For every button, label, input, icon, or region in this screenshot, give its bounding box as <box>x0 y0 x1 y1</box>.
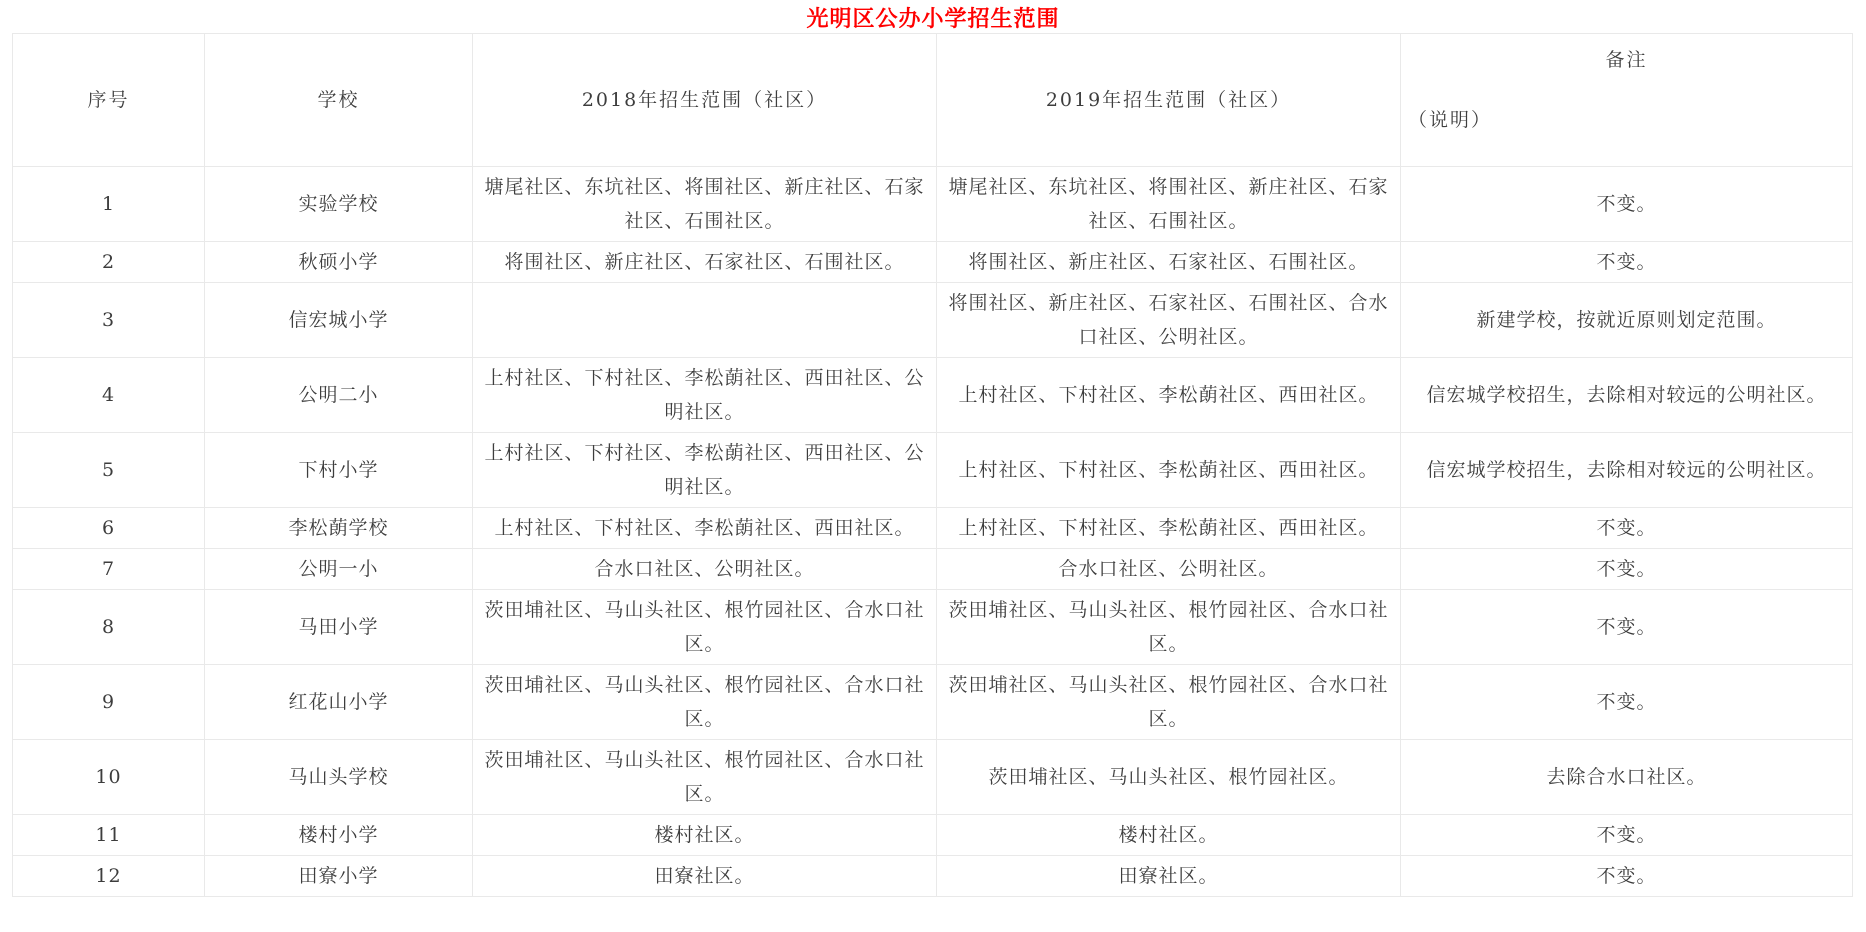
table-row <box>13 433 1853 508</box>
cell-school-name: 秋硕小学 <box>205 242 473 283</box>
cell-range-2018: 上村社区、下村社区、李松蓢社区、西田社区、公明社区。 <box>473 358 937 433</box>
cell-range-2019: 塘尾社区、东坑社区、将围社区、新庄社区、石家社区、石围社区。 <box>937 167 1401 242</box>
page-title: 光明区公办小学招生范围 <box>806 7 1060 32</box>
table-row <box>13 242 1853 283</box>
cell-range-2018: 田寮社区。 <box>473 856 937 897</box>
cell-remark: 新建学校，按就近原则划定范围。 <box>1401 283 1853 358</box>
cell-range-2019: 茨田埔社区、马山头社区、根竹园社区、合水口社区。 <box>937 665 1401 740</box>
header-serial-number: 序号 <box>13 34 205 167</box>
header-remark-subtitle: （说明） <box>1408 109 1493 131</box>
table-row <box>13 740 1853 815</box>
cell-school-name: 信宏城小学 <box>205 283 473 358</box>
cell-range-2018: 茨田埔社区、马山头社区、根竹园社区、合水口社区。 <box>473 590 937 665</box>
table-row <box>13 665 1853 740</box>
header-remark <box>1401 34 1853 167</box>
cell-remark: 不变。 <box>1401 242 1853 283</box>
cell-range-2019: 上村社区、下村社区、李松蓢社区、西田社区。 <box>937 358 1401 433</box>
cell-school-name: 下村小学 <box>205 433 473 508</box>
cell-remark: 不变。 <box>1401 590 1853 665</box>
table-row <box>13 590 1853 665</box>
cell-serial-number: 9 <box>13 665 205 740</box>
cell-serial-number: 6 <box>13 508 205 549</box>
cell-serial-number: 11 <box>13 815 205 856</box>
cell-serial-number: 7 <box>13 549 205 590</box>
cell-school-name: 公明二小 <box>205 358 473 433</box>
cell-remark: 不变。 <box>1401 856 1853 897</box>
cell-range-2018: 楼村社区。 <box>473 815 937 856</box>
cell-range-2018: 茨田埔社区、马山头社区、根竹园社区、合水口社区。 <box>473 740 937 815</box>
cell-remark: 不变。 <box>1401 508 1853 549</box>
cell-serial-number: 3 <box>13 283 205 358</box>
cell-remark: 不变。 <box>1401 167 1853 242</box>
table-row <box>13 815 1853 856</box>
header-range-2018: 2018年招生范围（社区） <box>473 34 937 167</box>
cell-range-2018: 茨田埔社区、马山头社区、根竹园社区、合水口社区。 <box>473 665 937 740</box>
cell-range-2018: 上村社区、下村社区、李松蓢社区、西田社区。 <box>473 508 937 549</box>
cell-serial-number: 1 <box>13 167 205 242</box>
cell-serial-number: 4 <box>13 358 205 433</box>
cell-range-2018: 合水口社区、公明社区。 <box>473 549 937 590</box>
cell-range-2019: 将围社区、新庄社区、石家社区、石围社区、合水口社区、公明社区。 <box>937 283 1401 358</box>
cell-range-2018: 塘尾社区、东坑社区、将围社区、新庄社区、石家社区、石围社区。 <box>473 167 937 242</box>
table-row <box>13 549 1853 590</box>
cell-range-2019: 上村社区、下村社区、李松蓢社区、西田社区。 <box>937 508 1401 549</box>
cell-school-name: 马山头学校 <box>205 740 473 815</box>
cell-range-2018: 将围社区、新庄社区、石家社区、石围社区。 <box>473 242 937 283</box>
cell-school-name: 实验学校 <box>205 167 473 242</box>
table-row <box>13 167 1853 242</box>
cell-serial-number: 2 <box>13 242 205 283</box>
cell-serial-number: 5 <box>13 433 205 508</box>
header-school: 学校 <box>205 34 473 167</box>
cell-range-2019: 茨田埔社区、马山头社区、根竹园社区、合水口社区。 <box>937 590 1401 665</box>
cell-range-2018: 上村社区、下村社区、李松蓢社区、西田社区、公明社区。 <box>473 433 937 508</box>
table-row <box>13 358 1853 433</box>
cell-range-2019: 田寮社区。 <box>937 856 1401 897</box>
cell-remark: 信宏城学校招生，去除相对较远的公明社区。 <box>1401 358 1853 433</box>
header-row <box>13 34 1853 167</box>
cell-remark: 不变。 <box>1401 549 1853 590</box>
cell-range-2019: 将围社区、新庄社区、石家社区、石围社区。 <box>937 242 1401 283</box>
cell-remark: 不变。 <box>1401 815 1853 856</box>
cell-serial-number: 12 <box>13 856 205 897</box>
admission-range-table <box>12 33 1853 897</box>
cell-range-2019: 合水口社区、公明社区。 <box>937 549 1401 590</box>
cell-school-name: 马田小学 <box>205 590 473 665</box>
table-row <box>13 856 1853 897</box>
table-body <box>13 167 1853 897</box>
cell-serial-number: 10 <box>13 740 205 815</box>
cell-range-2019: 楼村社区。 <box>937 815 1401 856</box>
cell-school-name: 楼村小学 <box>205 815 473 856</box>
cell-school-name: 李松蓢学校 <box>205 508 473 549</box>
cell-remark: 不变。 <box>1401 665 1853 740</box>
cell-school-name: 红花山小学 <box>205 665 473 740</box>
cell-school-name: 公明一小 <box>205 549 473 590</box>
table-row <box>13 283 1853 358</box>
cell-range-2019: 上村社区、下村社区、李松蓢社区、西田社区。 <box>937 433 1401 508</box>
cell-range-2018 <box>473 283 937 358</box>
cell-remark: 去除合水口社区。 <box>1401 740 1853 815</box>
header-remark-title: 备注 <box>1605 49 1648 71</box>
table-row <box>13 508 1853 549</box>
cell-school-name: 田寮小学 <box>205 856 473 897</box>
header-range-2019: 2019年招生范围（社区） <box>937 34 1401 167</box>
cell-serial-number: 8 <box>13 590 205 665</box>
cell-range-2019: 茨田埔社区、马山头社区、根竹园社区。 <box>937 740 1401 815</box>
cell-remark: 信宏城学校招生，去除相对较远的公明社区。 <box>1401 433 1853 508</box>
